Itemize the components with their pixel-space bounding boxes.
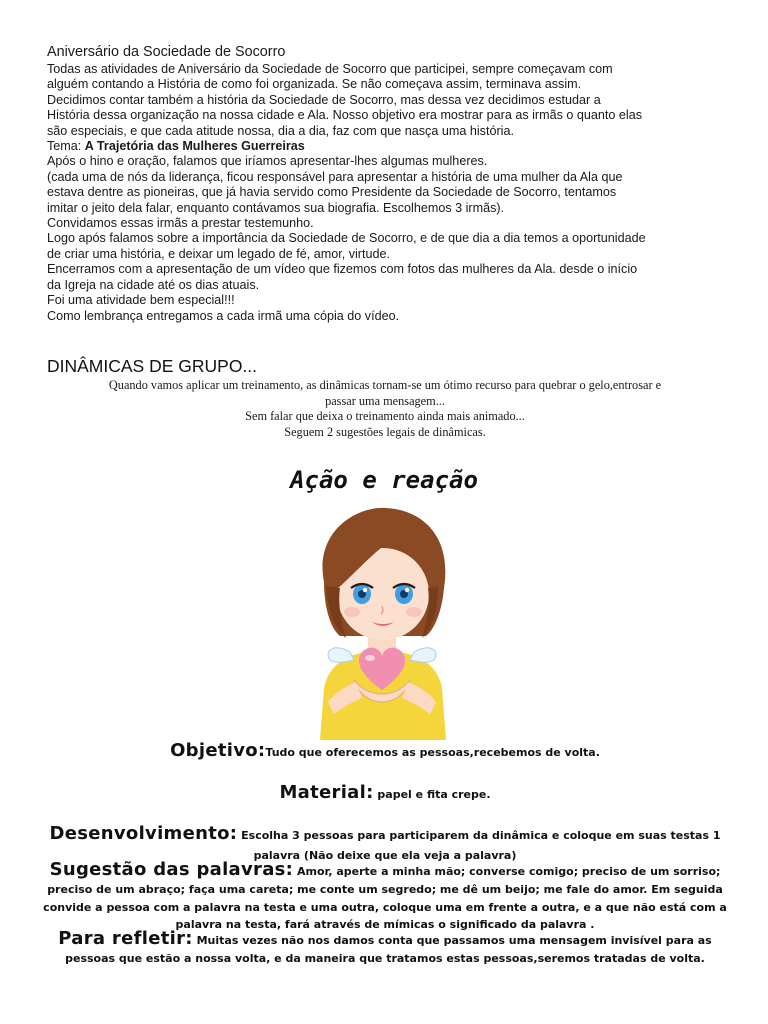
desenvolvimento-label: Desenvolvimento: [49,823,238,844]
tema-label: Tema: [47,139,85,154]
intro-line: Seguem 2 sugestões legais de dinâmicas. [284,424,486,439]
dinamicas-intro [40,378,730,440]
article-line: Convidamos essas irmãs a prestar testemunho. [47,216,314,231]
article-line: (cada uma de nós da liderança, ficou responsável para apresentar a história de uma mulher da Ala que [47,169,623,184]
article-line: História dessa organização na nossa cidade e Ala. Nosso objetivo era mostrar para as irmãs o quanto elas [47,108,643,123]
article-line: estava dentre as pioneiras, que já havia servido como Presidente da Sociedade de Socorro, tentamos [47,185,617,200]
article-line: Encerramos com a apresentação de um vídeo que fizemos com fotos das mulheres da Ala. desde o início [47,262,638,277]
material-text: papel e fita crepe. [373,788,491,801]
sugestao-paragraph [40,859,730,933]
refletir-paragraph [40,928,730,967]
article-line: Logo após falamos sobre a importância da Sociedade de Socorro, e de que dia a dia temos a oportunidade [47,231,646,246]
intro-line: Sem falar que deixa o treinamento ainda mais animado... [245,409,525,424]
intro-line: passar uma mensagem... [325,393,445,408]
material-label: Material: [279,782,374,803]
material-paragraph [40,780,730,808]
tema-line [47,139,737,154]
article-line: imitar o jeito dela falar, enquanto contávamos sua biografia. Escolhemos 3 irmãs). [47,200,505,215]
acao-reacao-title: Ação e reação [290,466,478,494]
tema-value: A Trajetória das Mulheres Guerreiras [84,139,305,154]
objetivo-label: Objetivo: [170,740,266,761]
article-section [47,44,737,324]
sugestao-label: Sugestão das palavras: [49,859,294,880]
girl-holding-heart-icon [306,502,458,740]
sugestao-text: Amor, aperte a minha mão; converse comigo; preciso de um sorriso; preciso de um abraço; faça uma careta; me conte um segredo; me dê um beijo; me fale do amor. Em seguida convide a pessoa com a palavra na testa e uma outra, coloque uma em frente a outra, e a que não está com a palavra na testa, fará através de mímicas o significado da palavra . [43,865,727,932]
article-line: alguém contando a História de como foi organizada. Se não começava assim, terminava assim. [47,77,582,92]
refletir-label: Para refletir: [58,928,193,949]
article-line: Como lembrança entregamos a cada irmã uma cópia do vídeo. [47,308,400,323]
dinamicas-title: DINÂMICAS DE GRUPO... [47,356,258,376]
article-line: Foi uma atividade bem especial!!! [47,293,235,308]
objetivo-text: Tudo que oferecemos as pessoas,recebemos de volta. [265,746,600,759]
intro-line: Quando vamos aplicar um treinamento, as dinâmicas tornam-se um ótimo recurso para quebrar o gelo,entrosar e [108,378,662,392]
refletir-text: Muitas vezes não nos damos conta que passamos uma mensagem invisível para as pessoas que estão a nossa volta, e da maneira que tratamos estas pessoas,seremos tratadas de volta. [65,934,712,965]
article-heading: Aniversário da Sociedade de Socorro [47,44,286,60]
article-line: da Igreja na cidade até os dias atuais. [47,277,260,292]
desenvolvimento-text: Escolha 3 pessoas para participarem da dinâmica e coloque em suas testas 1 palavra (Não deixe que ela veja a palavra) [237,829,721,862]
article-line: Após o hino e oração, falamos que iríamos apresentar-lhes algumas mulheres. [47,154,488,169]
article-line: de criar uma história, e deixar um legado de fé, amor, virtude. [47,246,391,261]
article-line: são especiais, e que cada atitude nossa, dia a dia, faz com que nasça uma história. [47,123,514,138]
article-line: Decidimos contar também a história da Sociedade de Socorro, mas dessa vez decidimos estudar a [47,92,601,107]
article-line: Todas as atividades de Aniversário da Sociedade de Socorro que participei, sempre começavam com [47,62,613,76]
desenvolvimento-paragraph [40,822,730,864]
objetivo-paragraph [40,738,730,766]
